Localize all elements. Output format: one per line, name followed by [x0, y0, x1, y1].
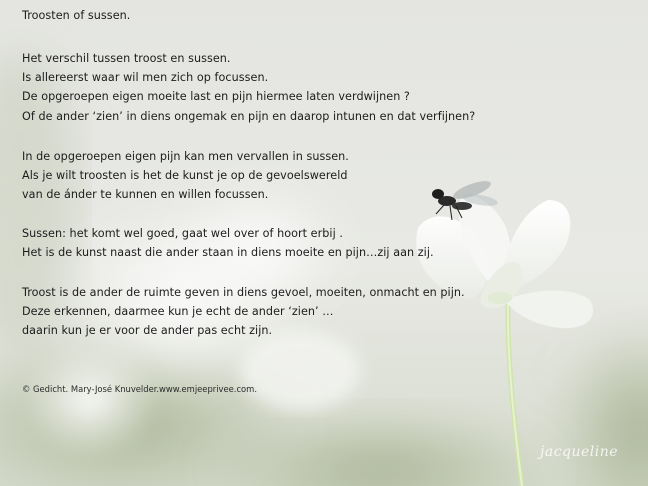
poem-line: Het is de kunst naast die ander staan in diens moeite en pijn…zij aan zij.	[22, 246, 434, 260]
photographer-signature: jacqueline	[540, 444, 619, 460]
poem-line: van de ánder te kunnen en willen focussen.	[22, 188, 269, 202]
poem-line: De opgeroepen eigen moeite last en pijn hiermee laten verdwijnen ?	[22, 90, 410, 104]
poem-line: Het verschil tussen troost en sussen.	[22, 52, 231, 65]
poem-title: Troosten of sussen.	[22, 9, 131, 22]
copyright-credit: © Gedicht. Mary-José Knuvelder.www.emjeeprivee.com.	[22, 384, 258, 394]
poem-line: Troost is de ander de ruimte geven in diens gevoel, moeiten, onmacht en pijn.	[22, 286, 465, 299]
stanza-3	[22, 224, 434, 262]
stanza-4	[22, 283, 465, 341]
poem-line: In de opgeroepen eigen pijn kan men vervallen in sussen.	[22, 150, 349, 163]
poem-line: Deze erkennen, daarmee kun je echt de ander ‘zien’ …	[22, 305, 334, 319]
poem-line: Is allereerst waar wil men zich op focussen.	[22, 71, 269, 85]
poem-line: Sussen: het komt wel goed, gaat wel over of hoort erbij .	[22, 227, 343, 240]
poem-line: Als je wilt troosten is het de kunst je op de gevoelswereld	[22, 169, 348, 183]
poem-line: Of de ander ‘zien’ in diens ongemak en pijn en daarop intunen en dat verfijnen?	[22, 109, 476, 123]
stanza-1	[22, 49, 475, 126]
stanza-2	[22, 147, 349, 205]
poem-line: daarin kun je er voor de ander pas echt zijn.	[22, 324, 273, 338]
